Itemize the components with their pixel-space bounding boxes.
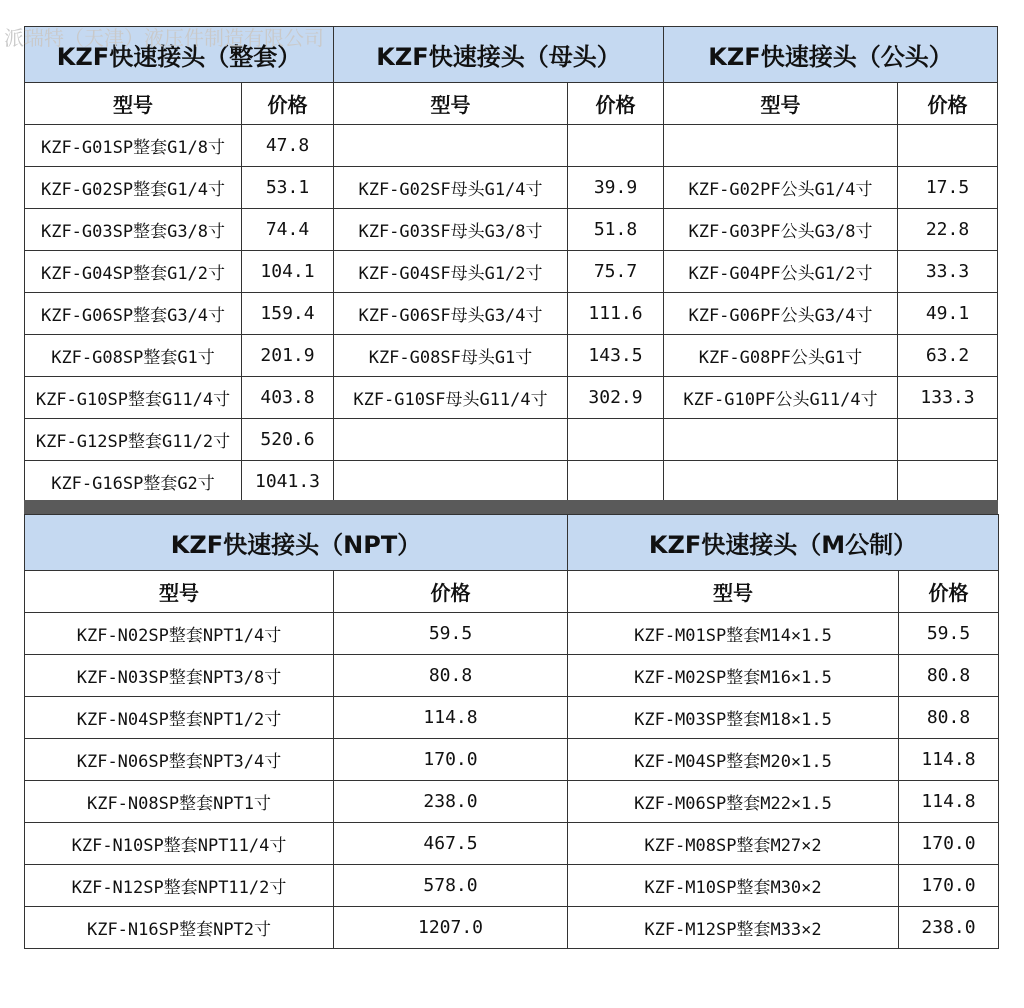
section-title-metric: KZF快速接头（M公制） [568,515,999,571]
table-row [25,865,999,907]
table-row [25,377,998,419]
price-cell [898,125,998,167]
price-cell: 39.9 [568,167,664,209]
model-cell [334,125,568,167]
price-cell [898,419,998,461]
column-header-price: 价格 [898,83,998,125]
column-header-price: 价格 [242,83,334,125]
price-cell: 75.7 [568,251,664,293]
price-cell: 59.5 [899,613,999,655]
model-cell: KZF-M10SP整套M30×2 [568,865,899,907]
price-cell: 578.0 [334,865,568,907]
table-row [25,461,998,503]
price-cell [568,419,664,461]
column-header-price: 价格 [334,571,568,613]
model-cell: KZF-G03PF公头G3/8寸 [664,209,898,251]
model-cell: KZF-G04SP整套G1/2寸 [25,251,242,293]
model-cell: KZF-M08SP整套M27×2 [568,823,899,865]
column-header-price: 价格 [899,571,999,613]
table-row [25,167,998,209]
price-cell: 143.5 [568,335,664,377]
table-row [25,655,999,697]
price-cell: 49.1 [898,293,998,335]
table-row [25,335,998,377]
table-row [25,419,998,461]
model-cell: KZF-G08SF母头G1寸 [334,335,568,377]
section-title-male: KZF快速接头（公头） [664,27,998,83]
table-row [25,907,999,949]
model-cell: KZF-N08SP整套NPT1寸 [25,781,334,823]
model-cell: KZF-M04SP整套M20×1.5 [568,739,899,781]
model-cell: KZF-N12SP整套NPT11/2寸 [25,865,334,907]
price-cell [898,461,998,503]
model-cell [664,125,898,167]
price-cell: 467.5 [334,823,568,865]
price-cell: 170.0 [899,823,999,865]
model-cell: KZF-N10SP整套NPT11/4寸 [25,823,334,865]
model-cell: KZF-G04SF母头G1/2寸 [334,251,568,293]
table-row [25,697,999,739]
company-watermark: 派瑞特（天津）液压件制造有限公司 [4,26,324,50]
price-cell: 201.9 [242,335,334,377]
model-cell: KZF-G16SP整套G2寸 [25,461,242,503]
column-header-row [25,83,998,125]
table-row [25,823,999,865]
model-cell: KZF-G06PF公头G3/4寸 [664,293,898,335]
price-cell: 159.4 [242,293,334,335]
model-cell: KZF-G08SP整套G1寸 [25,335,242,377]
price-cell: 33.3 [898,251,998,293]
price-cell: 114.8 [899,739,999,781]
table-row [25,251,998,293]
table-row [25,209,998,251]
price-cell: 22.8 [898,209,998,251]
price-cell: 1207.0 [334,907,568,949]
model-cell: KZF-G10SP整套G11/4寸 [25,377,242,419]
table-row [25,293,998,335]
column-header-model: 型号 [568,571,899,613]
price-cell [568,461,664,503]
model-cell: KZF-N03SP整套NPT3/8寸 [25,655,334,697]
price-cell: 170.0 [334,739,568,781]
model-cell: KZF-G03SP整套G3/8寸 [25,209,242,251]
price-cell: 111.6 [568,293,664,335]
column-header-model: 型号 [25,83,242,125]
price-cell: 51.8 [568,209,664,251]
column-header-model: 型号 [664,83,898,125]
model-cell: KZF-G04PF公头G1/2寸 [664,251,898,293]
model-cell: KZF-G10PF公头G11/4寸 [664,377,898,419]
section-title-complete-set: KZF快速接头（整套） [25,27,334,83]
price-table-bottom [24,514,999,949]
price-cell: 59.5 [334,613,568,655]
price-cell: 17.5 [898,167,998,209]
column-header-model: 型号 [25,571,334,613]
model-cell: KZF-M12SP整套M33×2 [568,907,899,949]
price-cell: 170.0 [899,865,999,907]
model-cell [664,419,898,461]
section-title-npt: KZF快速接头（NPT） [25,515,568,571]
section-title-female: KZF快速接头（母头） [334,27,664,83]
table-separator [24,500,998,514]
model-cell: KZF-N06SP整套NPT3/4寸 [25,739,334,781]
price-cell: 80.8 [899,697,999,739]
price-cell: 53.1 [242,167,334,209]
price-cell: 80.8 [334,655,568,697]
price-cell: 63.2 [898,335,998,377]
model-cell: KZF-G01SP整套G1/8寸 [25,125,242,167]
price-cell [568,125,664,167]
price-cell: 302.9 [568,377,664,419]
price-cell: 133.3 [898,377,998,419]
price-cell: 520.6 [242,419,334,461]
model-cell: KZF-M01SP整套M14×1.5 [568,613,899,655]
column-header-price: 价格 [568,83,664,125]
price-cell: 1041.3 [242,461,334,503]
model-cell: KZF-G12SP整套G11/2寸 [25,419,242,461]
price-cell: 238.0 [334,781,568,823]
price-cell: 114.8 [334,697,568,739]
price-cell: 403.8 [242,377,334,419]
table-row [25,781,999,823]
model-cell [334,419,568,461]
model-cell: KZF-G02SP整套G1/4寸 [25,167,242,209]
model-cell: KZF-M03SP整套M18×1.5 [568,697,899,739]
table-row [25,739,999,781]
table-row [25,125,998,167]
table-row [25,613,999,655]
model-cell: KZF-G03SF母头G3/8寸 [334,209,568,251]
model-cell: KZF-N02SP整套NPT1/4寸 [25,613,334,655]
model-cell: KZF-G06SF母头G3/4寸 [334,293,568,335]
price-table-top [24,26,998,503]
model-cell: KZF-G10SF母头G11/4寸 [334,377,568,419]
model-cell: KZF-N04SP整套NPT1/2寸 [25,697,334,739]
model-cell: KZF-M02SP整套M16×1.5 [568,655,899,697]
column-header-model: 型号 [334,83,568,125]
price-cell: 238.0 [899,907,999,949]
model-cell [334,461,568,503]
price-cell: 104.1 [242,251,334,293]
price-cell: 47.8 [242,125,334,167]
model-cell: KZF-G06SP整套G3/4寸 [25,293,242,335]
price-cell: 114.8 [899,781,999,823]
column-header-row [25,571,999,613]
model-cell: KZF-N16SP整套NPT2寸 [25,907,334,949]
price-cell: 80.8 [899,655,999,697]
model-cell: KZF-M06SP整套M22×1.5 [568,781,899,823]
model-cell [664,461,898,503]
price-cell: 74.4 [242,209,334,251]
model-cell: KZF-G02PF公头G1/4寸 [664,167,898,209]
model-cell: KZF-G08PF公头G1寸 [664,335,898,377]
model-cell: KZF-G02SF母头G1/4寸 [334,167,568,209]
